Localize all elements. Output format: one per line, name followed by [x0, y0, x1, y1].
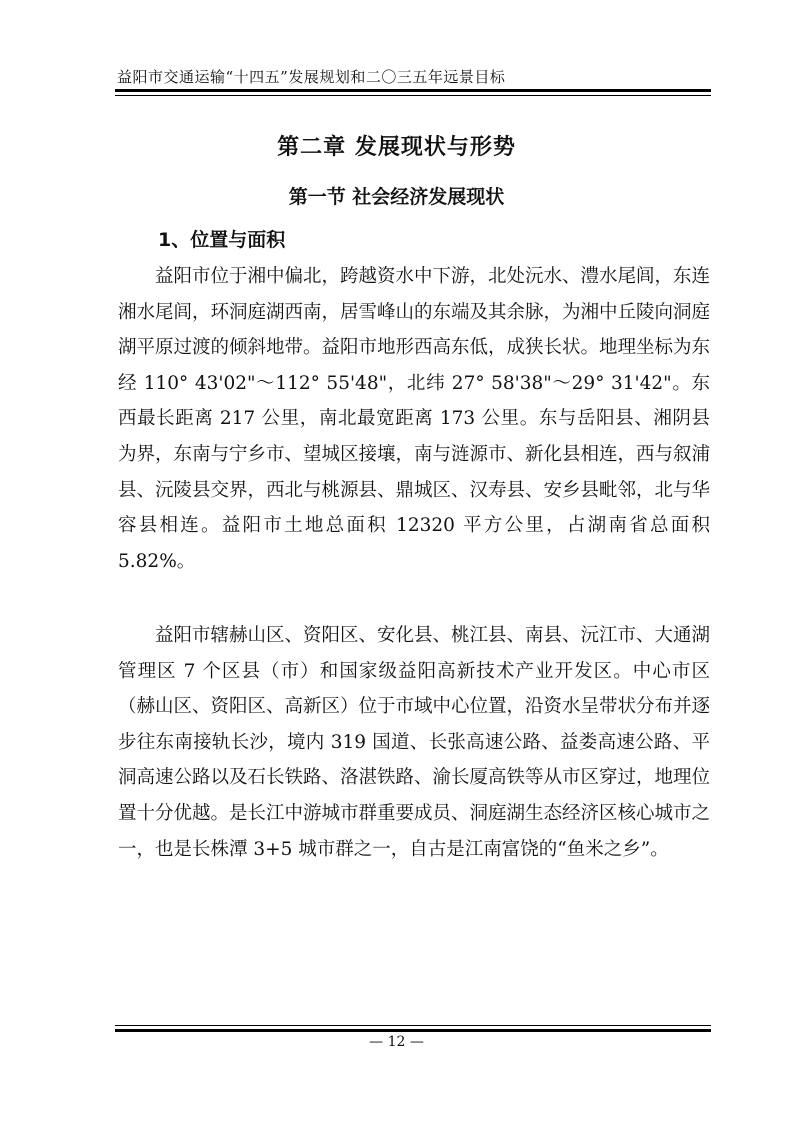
footer-rule-thin	[115, 1025, 711, 1026]
subsection-title: 1、位置与面积	[158, 229, 286, 251]
footer-rule-thick	[115, 1029, 711, 1032]
chapter-title: 第二章 发展现状与形势	[277, 135, 516, 160]
page-number: — 12 —	[369, 1034, 424, 1050]
header-rule-thin	[115, 95, 711, 96]
header-rule-thick	[115, 89, 711, 92]
body-paragraph-districts: 益阳市辖赫山区、资阳区、安化县、桃江县、南县、沅江市、大通湖管理区 7 个区县（市）和国家级益阳高新技术产业开发区。中心市区（赫山区、资阳区、高新区）位于市域中心位置，沿资水呈带状分布并逐步往东南接轨长沙，境内 319 国道、长张高速公路、益娄高速公路、平洞高速公路以及石长铁路、洛湛铁路、渝长厦高铁等从市区穿过，地理位置十分优越。是长江中游城市群重要成员、洞庭湖生态经济区核心城市之一，也是长株潭 3+5 城市群之一，自古是江南富饶的“鱼米之乡”。	[118, 625, 711, 860]
running-header: 益阳市交通运输“十四五”发展规划和二〇三五年远景目标	[117, 68, 506, 86]
body-paragraph-location: 益阳市位于湘中偏北，跨越资水中下游，北处沅水、澧水尾闾，东连湘水尾闾，环洞庭湖西南，居雪峰山的东端及其余脉，为湘中丘陵向洞庭湖平原过渡的倾斜地带。益阳市地形西高东低，成狭长状。地理坐标为东经 110° 43'02"～112° 55'48"，北纬 27° 58'38"～29° 31'42"。东西最长距离 217 公里，南北最宽距离 173 公里。东与岳阳县、湘阴县为界，东南与宁乡市、望城区接壤，南与涟源市、新化县相连，西与叙浦县、沅陵县交界，西北与桃源县、鼎城区、汉寿县、安乡县毗邻，北与华容县相连。益阳市土地总面积 12320 平方公里，占湖南省总面积 5.82%。	[118, 266, 711, 572]
section-title: 第一节 社会经济发展现状	[288, 186, 505, 208]
